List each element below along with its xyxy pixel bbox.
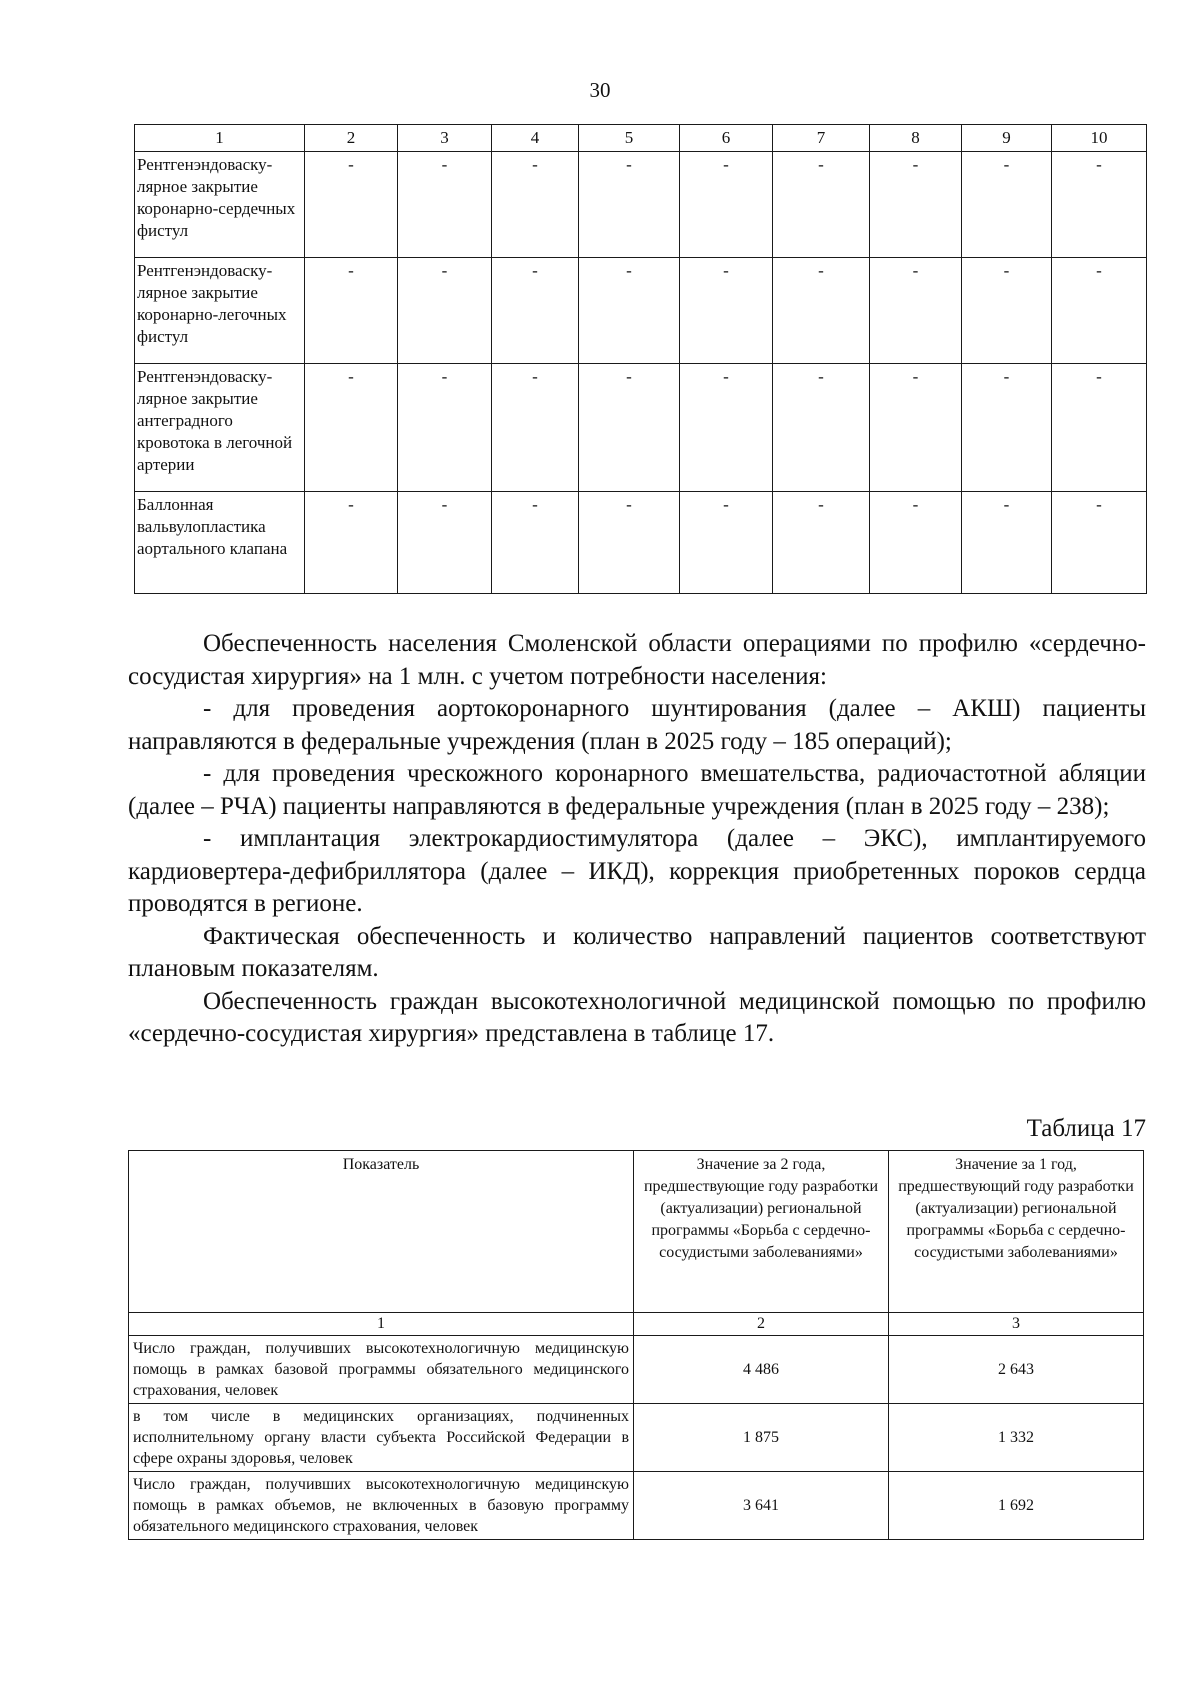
table-cell: - xyxy=(492,258,579,364)
column-header: 8 xyxy=(870,125,962,152)
procedure-label: Баллонная вальвулопластика аортального клапана xyxy=(135,492,305,594)
paragraph: - для проведения чрескожного коронарного вмешательства, радиочастотной абляции (далее – РЧА) пациенты направляются в федеральные учреждения (план в 2025 году – 238); xyxy=(128,760,1146,820)
paragraph: Фактическая обеспеченность и количество направлений пациентов соответствуют плановым показателям. xyxy=(128,922,1146,982)
column-number: 3 xyxy=(889,1313,1144,1336)
table-cell: - xyxy=(305,364,398,492)
column-header: 2 xyxy=(305,125,398,152)
table-cell: - xyxy=(870,258,962,364)
indicator-label: в том числе в медицинских организациях, подчиненных исполнительному органу власти субъекта Российской Федерации в сфере охраны здоровья, человек xyxy=(129,1404,634,1472)
table-cell: - xyxy=(305,258,398,364)
table-row xyxy=(135,258,1147,364)
table-cell: - xyxy=(305,152,398,258)
column-number: 1 xyxy=(129,1313,634,1336)
table-row xyxy=(129,1404,1144,1472)
column-header: 1 xyxy=(135,125,305,152)
procedure-label: Рентгенэндоваску-лярное закрытие коронарно-легочных фистул xyxy=(135,258,305,364)
column-header: Показатель xyxy=(129,1151,634,1313)
table-cell: - xyxy=(773,492,870,594)
table-cell: - xyxy=(398,258,492,364)
table-row xyxy=(135,152,1147,258)
paragraph: - для проведения аортокоронарного шунтирования (далее – АКШ) пациенты направляются в федеральные учреждения (план в 2025 году – 185 операций); xyxy=(128,695,1146,755)
table-cell: 1 875 xyxy=(634,1404,889,1472)
table-header-row xyxy=(135,125,1147,152)
table-cell: - xyxy=(1052,152,1147,258)
table-cell: - xyxy=(492,492,579,594)
table-cell: - xyxy=(773,364,870,492)
table-caption: Таблица 17 xyxy=(1026,1115,1146,1142)
table-cell: - xyxy=(680,492,773,594)
table-cell: - xyxy=(680,152,773,258)
table-cell: 4 486 xyxy=(634,1336,889,1404)
table-cell: - xyxy=(492,364,579,492)
procedures-table xyxy=(134,124,1147,594)
procedure-label: Рентгенэндоваску-лярное закрытие антеградного кровотока в легочной артерии xyxy=(135,364,305,492)
paragraph: Обеспеченность населения Смоленской области операциями по профилю «сердечно-сосудистая хирургия» на 1 млн. с учетом потребности населения: xyxy=(128,630,1146,690)
indicator-label: Число граждан, получивших высокотехнологичную медицинскую помощь в рамках объемов, не включенных в базовую программу обязательного медицинского страхования, человек xyxy=(129,1472,634,1540)
column-header: 9 xyxy=(962,125,1052,152)
table-cell: - xyxy=(492,152,579,258)
column-number: 2 xyxy=(634,1313,889,1336)
table-cell: - xyxy=(1052,258,1147,364)
table-cell: - xyxy=(579,258,680,364)
column-header: 7 xyxy=(773,125,870,152)
table-cell: - xyxy=(962,364,1052,492)
table-cell: - xyxy=(398,492,492,594)
table-cell: - xyxy=(962,492,1052,594)
table-cell: 2 643 xyxy=(889,1336,1144,1404)
table-cell: - xyxy=(579,364,680,492)
table-cell: - xyxy=(305,492,398,594)
column-header: 10 xyxy=(1052,125,1147,152)
indicator-label: Число граждан, получивших высокотехнологичную медицинскую помощь в рамках базовой программы обязательного медицинского страхования, человек xyxy=(129,1336,634,1404)
table-cell: 3 641 xyxy=(634,1472,889,1540)
table-cell: - xyxy=(870,364,962,492)
page-number: 30 xyxy=(589,78,611,102)
column-header: 5 xyxy=(579,125,680,152)
table-row xyxy=(135,364,1147,492)
table-cell: - xyxy=(680,258,773,364)
paragraph: - имплантация электрокардиостимулятора (далее – ЭКС), имплантируемого кардиовертера-дефибриллятора (далее – ИКД), коррекция приобретенных пороков сердца проводятся в регионе. xyxy=(128,825,1146,917)
table-cell: - xyxy=(962,258,1052,364)
table-cell: - xyxy=(870,492,962,594)
table-cell: - xyxy=(773,258,870,364)
table-cell: - xyxy=(680,364,773,492)
table-cell: - xyxy=(398,364,492,492)
table-cell: - xyxy=(1052,364,1147,492)
column-header: 6 xyxy=(680,125,773,152)
table-cell: 1 332 xyxy=(889,1404,1144,1472)
column-header: 4 xyxy=(492,125,579,152)
table-row xyxy=(135,492,1147,594)
column-header: 3 xyxy=(398,125,492,152)
table-cell: - xyxy=(962,152,1052,258)
table-row xyxy=(129,1336,1144,1404)
table-cell: - xyxy=(579,152,680,258)
paragraph: Обеспеченность граждан высокотехнологичной медицинской помощью по профилю «сердечно-сосудистая хирургия» представлена в таблице 17. xyxy=(128,987,1146,1047)
table-cell: - xyxy=(870,152,962,258)
table-row xyxy=(129,1472,1144,1540)
table-cell: 1 692 xyxy=(889,1472,1144,1540)
body-text xyxy=(128,628,1146,1051)
column-header: Значение за 1 год, предшествующий году разработки (актуализации) региональной программы «Борьба с сердечно-сосудистыми заболеваниями» xyxy=(889,1151,1144,1313)
column-number-row xyxy=(129,1313,1144,1336)
table-cell: - xyxy=(579,492,680,594)
table-17 xyxy=(128,1150,1144,1540)
table-cell: - xyxy=(398,152,492,258)
table-cell: - xyxy=(773,152,870,258)
table-cell: - xyxy=(1052,492,1147,594)
column-header: Значение за 2 года, предшествующие году разработки (актуализации) региональной программы «Борьба с сердечно-сосудистыми заболеваниями» xyxy=(634,1151,889,1313)
procedure-label: Рентгенэндоваску-лярное закрытие коронарно-сердечных фистул xyxy=(135,152,305,258)
table-header-row xyxy=(129,1151,1144,1313)
